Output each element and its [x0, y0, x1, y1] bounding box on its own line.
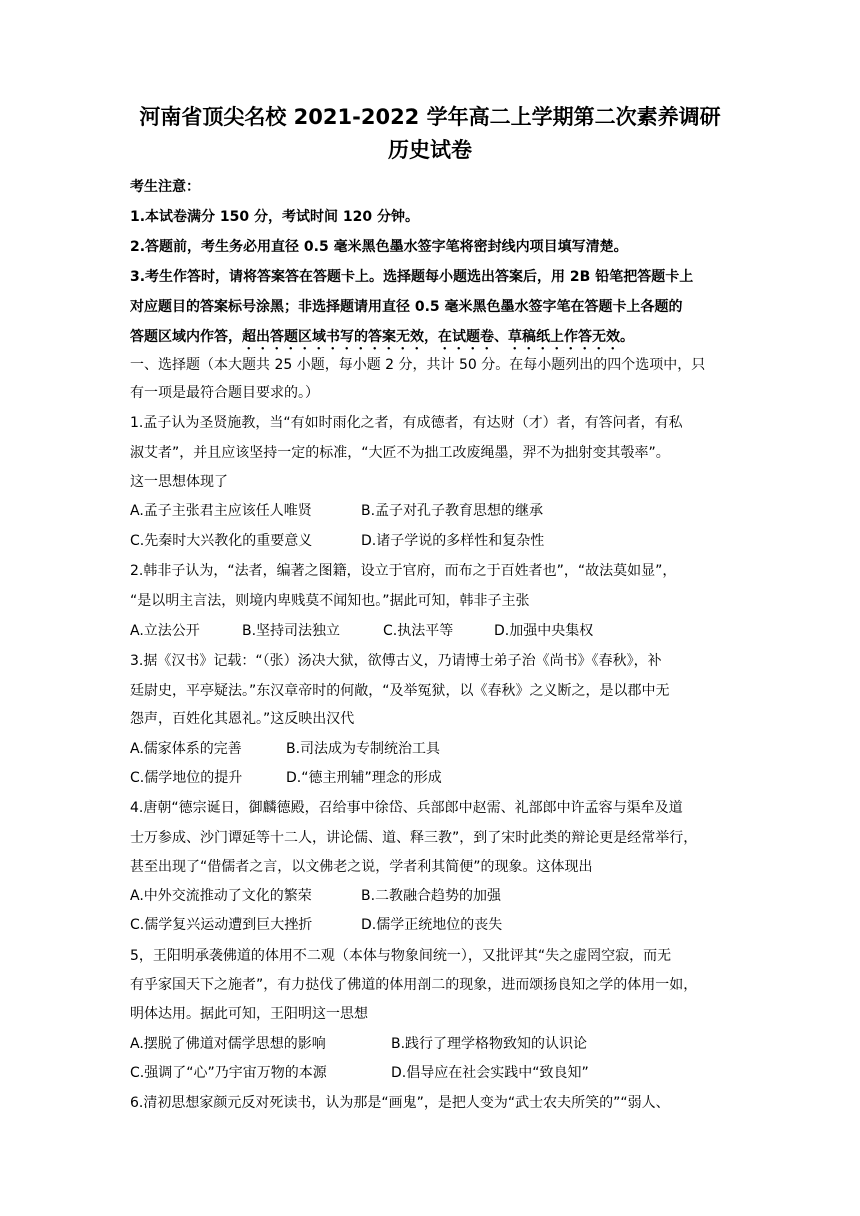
- q1-option-a: A.孟子主张君主应该任人唯贤: [130, 503, 312, 519]
- q1-option-d: D.诸子学说的多样性和复杂性: [361, 533, 545, 549]
- notice-item-3-line-1: 3.考生作答时，请将答案答在答题卡上。选择题每小题选出答案后，用 2B 铅笔把答题卡上: [130, 269, 694, 285]
- q3-option-b: B.司法成为专制统治工具: [286, 741, 441, 757]
- q3-stem-line-1: 3.据《汉书》记载：“（张）汤决大狱，欲傅古义，乃请博士弟子治《尚书》《春秋》，补: [130, 653, 662, 669]
- document-title: 河南省顶尖名校 2021-2022 学年高二上学期第二次素养调研: [139, 105, 721, 129]
- q3-stem-line-2: 廷尉史，平亭疑法。”东汉章帝时的何敞，“及举冤狱，以《春秋》之义断之，是以郡中无: [130, 683, 670, 699]
- q2-stem-line-2: “是以明主言法，则境内卑贱莫不闻知也。”据此可知，韩非子主张: [130, 593, 530, 609]
- q4-option-b: B.二教融合趋势的加强: [361, 888, 502, 904]
- notice-item-1: 1.本试卷满分 150 分，考试时间 120 分钟。: [130, 209, 420, 225]
- notice-item-3-suffix: 。: [620, 329, 634, 345]
- q5-option-c: C.强调了“心”乃宇宙万物的本源: [130, 1065, 327, 1081]
- q2-option-d: D.加强中央集权: [494, 623, 594, 639]
- q3-stem-line-3: 怨声，百姓化其恩礼。”这反映出汉代: [130, 711, 355, 727]
- q5-option-a: A.摆脱了佛道对儒学思想的影响: [130, 1036, 326, 1052]
- notice-item-3-line-2: 对应题目的答案标号涂黑；非选择题请用直径 0.5 毫米黑色墨水签字笔在答题卡上各题的: [130, 299, 683, 315]
- q5-stem-line-2: 有乎家国天下之施者”，有力挞伐了佛道的体用剖二的现象，进而颂扬良知之学的体用一如，: [130, 977, 698, 993]
- q5-option-d: D.倡导应在社会实践中“致良知”: [391, 1065, 589, 1081]
- q3-option-c: C.儒学地位的提升: [130, 770, 243, 786]
- q4-stem-line-2: 士万参成、沙门谭延等十二人，讲论儒、道、释三教”，到了宋时此类的辩论更是经常举行，: [130, 830, 698, 846]
- q3-option-a: A.儒家体系的完善: [130, 741, 242, 757]
- q2-option-b: B.坚持司法独立: [242, 623, 341, 639]
- q4-stem-line-3: 甚至出现了“借儒者之言，以文佛老之说，学者利其简便”的现象。这体现出: [130, 859, 593, 875]
- section-instructions-line-2: 有一项是最符合题目要求的。）: [130, 385, 319, 401]
- q5-stem-line-1: 5，王阳明承袭佛道的体用不二观（本体与物象间统一），又批评其“失之虚罔空寂，而无: [130, 948, 672, 964]
- q2-option-c: C.执法平等: [383, 623, 454, 639]
- notice-item-3-prefix: 答题区域内作答，: [130, 329, 242, 345]
- q4-option-a: A.中外交流推动了文化的繁荣: [130, 888, 312, 904]
- q3-option-d: D.“德主刑辅”理念的形成: [286, 770, 442, 786]
- section-instructions-line-1: 一、选择题（本大题共 25 小题，每小题 2 分，共计 50 分。在每小题列出的四个选项中，只: [130, 357, 706, 373]
- notice-item-3-emphasis: 超出答题区域书写的答案无效，在试题卷、草稿纸上作答无效: [242, 329, 620, 345]
- notice-item-3-line-3: [130, 327, 634, 353]
- q1-stem-line-3: 这一思想体现了: [130, 474, 228, 490]
- q5-option-b: B.践行了理学格物致知的认识论: [391, 1036, 588, 1052]
- q1-option-c: C.先秦时大兴教化的重要意义: [130, 533, 313, 549]
- q1-option-b: B.孟子对孔子教育思想的继承: [361, 503, 544, 519]
- notice-item-2: 2.答题前，考生务必用直径 0.5 毫米黑色墨水签字笔将密封线内项目填写清楚。: [130, 239, 628, 255]
- q1-stem-line-1: 1.孟子认为圣贤施教，当“有如时雨化之者，有成德者，有达财（才）者，有答问者，有私: [130, 415, 683, 431]
- q4-stem-line-1: 4.唐朝“德宗诞日，御麟德殿，召给事中徐岱、兵部郎中赵需、礼部郎中许孟容与渠牟及道: [130, 800, 683, 816]
- document-subtitle: 历史试卷: [388, 138, 472, 162]
- notice-heading: 考生注意：: [130, 179, 200, 195]
- q2-stem-line-1: 2.韩非子认为，“法者，编著之图籍，设立于官府，而布之于百姓者也”，“故法莫如显”，: [130, 563, 677, 579]
- q6-stem-line-1: 6.清初思想家颜元反对死读书，认为那是“画鬼”，是把人变为“武士农夫所笑的”“弱人、: [130, 1095, 670, 1111]
- q4-option-c: C.儒学复兴运动遭到巨大挫折: [130, 917, 313, 933]
- q5-stem-line-3: 明体达用。据此可知，王阳明这一思想: [130, 1006, 368, 1022]
- q4-option-d: D.儒学正统地位的丧失: [361, 917, 503, 933]
- q1-stem-line-2: 淑艾者”，并且应该坚持一定的标准，“大匠不为拙工改废绳墨，羿不为拙射变其彀率”。: [130, 445, 670, 461]
- q2-option-a: A.立法公开: [130, 623, 200, 639]
